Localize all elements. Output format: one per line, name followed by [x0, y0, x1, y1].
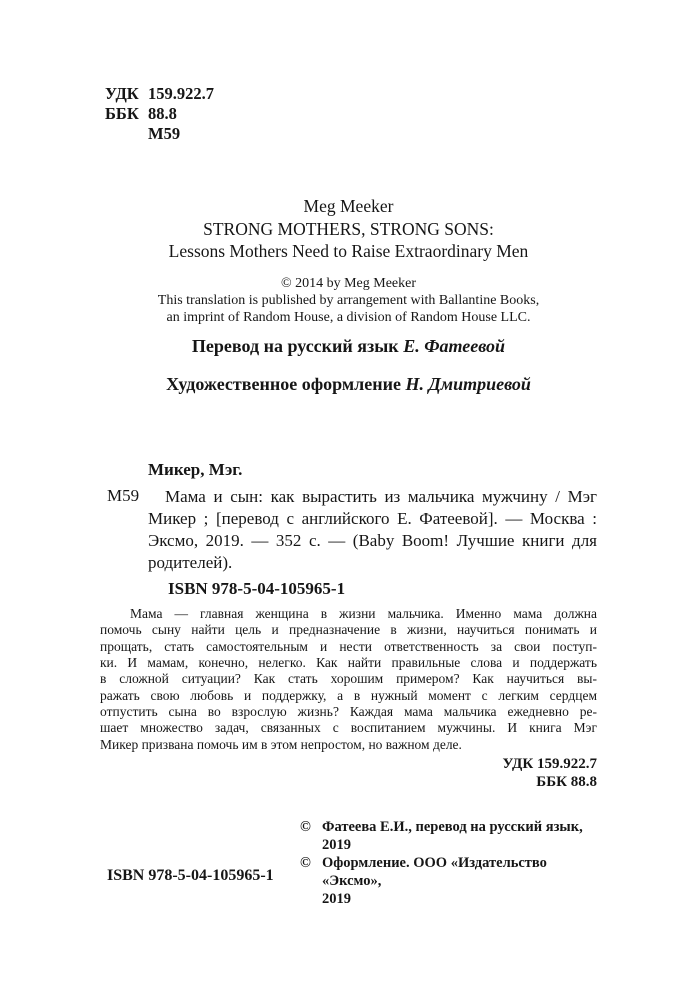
- annotation-line: ражать свою любовь и поддержку, а в нужный момент с легким сердцем: [100, 687, 597, 703]
- bbk-row: [105, 104, 214, 124]
- annotation-line: прощать, стать самостоятельным и нести ответственность за свои поступ-: [100, 638, 597, 654]
- copyright-text: Фатеева Е.И., перевод на русский язык,: [322, 819, 583, 835]
- copyright-block: [300, 818, 600, 908]
- annotation-line: ки. И мамам, конечно, нелегко. Как найти правильные слова и поддержать: [100, 655, 597, 671]
- bbk-value: 88.8: [148, 104, 177, 123]
- bottom-bibliographic-codes: [503, 755, 597, 791]
- bottom-udk: УДК 159.922.7: [502, 756, 597, 772]
- catalog-line: Эксмо, 2019. — 352 с. — (Baby Boom! Лучшие книги для: [148, 531, 597, 550]
- author-code: М59: [148, 124, 181, 143]
- bbk-label: ББК: [105, 104, 139, 123]
- top-bibliographic-codes: [105, 84, 214, 144]
- annotation-line: отпустить сына во взрослую жизнь? Каждая мама мальчика ежедневно ре-: [100, 704, 597, 720]
- copyright-entry-translation: [300, 818, 600, 854]
- annotation-paragraph: [100, 606, 597, 753]
- arrangement-line1: This translation is published by arrangement with Ballantine Books,: [157, 292, 540, 308]
- copyright-year: 2019: [322, 837, 351, 853]
- original-copyright-block: [100, 276, 597, 326]
- copyright-entry-design: [300, 854, 600, 908]
- copyright-text: Оформление. ООО «Издательство «Эксмо»,: [322, 855, 547, 889]
- catalog-author-code: М59: [107, 486, 140, 505]
- catalog-line: Микер ; [перевод с английского Е. Фатеевой]. — Москва :: [148, 509, 597, 528]
- original-title-block: [100, 195, 597, 263]
- translation-credit-prefix: Перевод на русский язык: [191, 336, 399, 356]
- catalog-line: родителей).: [148, 553, 233, 572]
- original-title-line1: STRONG MOTHERS, STRONG SONS:: [203, 218, 494, 239]
- copyright-symbol: ©: [300, 855, 311, 871]
- annotation-line: Мама — главная женщина в жизни мальчика. Именно мама должна: [130, 606, 597, 621]
- catalog-line: Мама и сын: как вырастить из мальчика мужчину / Мэг: [165, 487, 597, 506]
- arrangement-line2: an imprint of Random House, a division of Random House LLC.: [166, 309, 531, 325]
- catalog-description: [148, 486, 597, 574]
- design-credit: [100, 374, 597, 395]
- copyright-symbol: ©: [300, 819, 311, 835]
- original-title-line2: Lessons Mothers Need to Raise Extraordinary Men: [168, 241, 529, 261]
- catalog-author-heading: Микер, Мэг.: [148, 460, 243, 479]
- translator-name: Е. Фатеевой: [403, 336, 506, 356]
- designer-name: Н. Дмитриевой: [405, 374, 531, 394]
- udk-value: 159.922.7: [148, 84, 214, 103]
- udk-label: УДК: [105, 84, 139, 103]
- bottom-bbk: ББК 88.8: [536, 774, 597, 790]
- catalog-isbn: ISBN 978-5-04-105965-1: [168, 579, 346, 598]
- annotation-line: в сложной ситуации? Как стать хорошим примером? Как научиться вы-: [100, 671, 597, 687]
- original-author: Meg Meeker: [303, 196, 394, 216]
- bottom-isbn: ISBN 978-5-04-105965-1: [107, 867, 274, 884]
- copyright-year: 2019: [322, 891, 351, 907]
- annotation-line: помочь сыну найти цель и предназначение в жизни, научиться понимать и: [100, 622, 597, 638]
- annotation-line: шает множество задач, связанных с воспитанием мужчины. И книга Мэг: [100, 720, 597, 736]
- original-copyright: © 2014 by Meg Meeker: [280, 276, 417, 291]
- annotation-line: Микер призвана помочь им в этом непростом, но важном деле.: [100, 736, 462, 752]
- udk-row: [105, 84, 214, 104]
- design-credit-prefix: Художественное оформление: [166, 374, 401, 394]
- translation-credit: [100, 336, 597, 357]
- author-code-row: [105, 124, 214, 144]
